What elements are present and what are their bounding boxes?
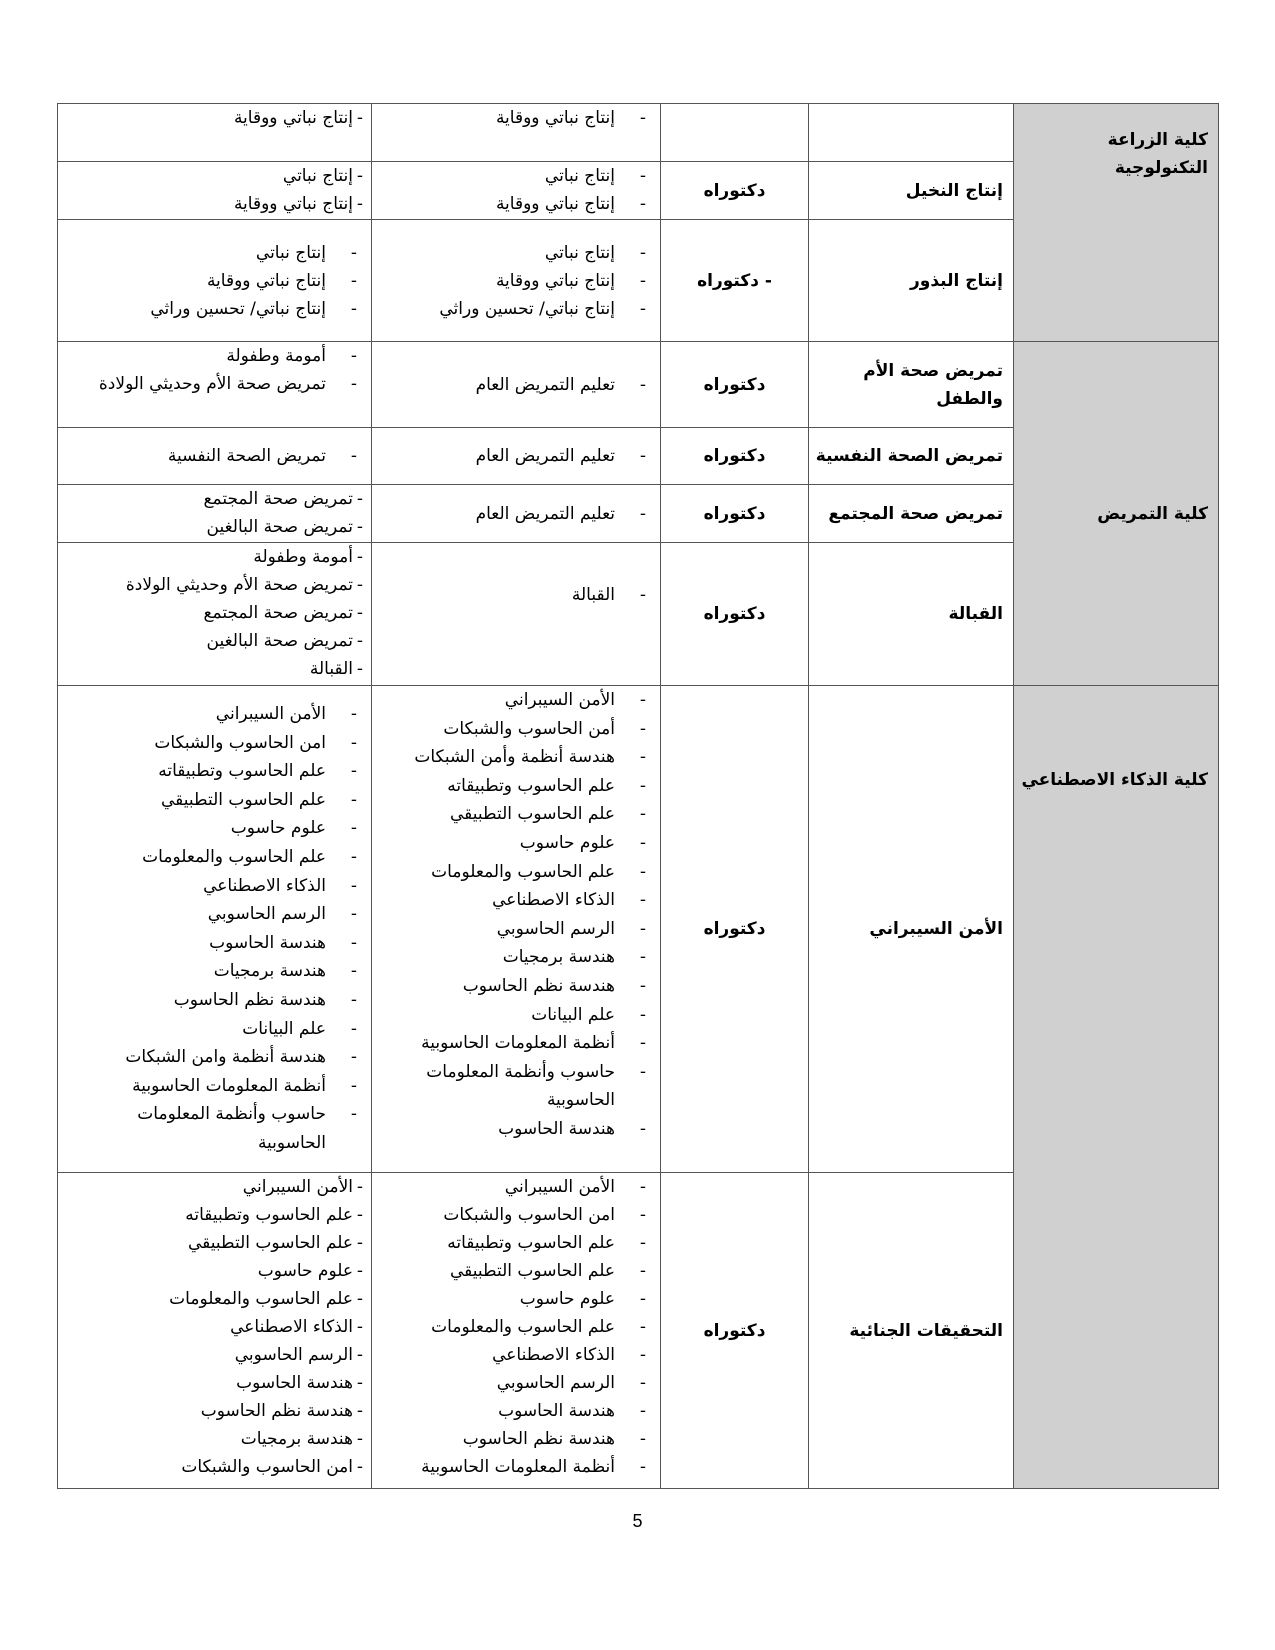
list-item: - تمريض صحة البالغين [58,513,371,541]
list-item: - الرسم الحاسوبي [372,915,660,944]
degree-cell: دكتوراه [661,686,809,1173]
list-item: - إنتاج نباتي [372,162,660,190]
master-specialties-cell [58,428,372,485]
list-item: - علوم حاسوب [58,1257,371,1285]
list-item: - إنتاج نباتي [58,239,371,267]
list-item: - الذكاء الاصطناعي [58,1313,371,1341]
degree-cell: دكتوراه [661,543,809,686]
list-item: - هندسة الحاسوب [58,929,371,958]
list-item: - الذكاء الاصطناعي [372,886,660,915]
list-item: - أمن الحاسوب والشبكات [372,715,660,744]
list-item: - امن الحاسوب والشبكات [58,729,371,758]
bachelor-specialties-cell [372,104,661,162]
master-specialties-cell [58,543,372,686]
degree-cell: دكتوراه [661,162,809,220]
master-specialties-cell [58,220,372,342]
page-number: 5 [632,1511,643,1531]
list-item: - الأمن السيبراني [58,1173,371,1201]
list-item: - علم الحاسوب وتطبيقاته [372,1229,660,1257]
list-item: - علم الحاسوب التطبيقي [58,1229,371,1257]
list-item: - تمريض صحة الأم وحديثي الولادة [58,370,371,398]
major-cell: تمريض صحة المجتمع [809,485,1014,543]
bachelor-specialties-cell [372,1173,661,1489]
list-item: - تعليم التمريض العام [372,371,660,399]
list-item: - تمريض صحة المجتمع [58,485,371,513]
list-item: - الرسم الحاسوبي [372,1369,660,1397]
list-item: - إنتاج نباتي [58,162,371,190]
degree-cell: - دكتوراه [661,220,809,342]
bachelor-specialties-cell [372,686,661,1173]
list-item: - تمريض صحة الأم وحديثي الولادة [58,571,371,599]
list-item: - أمومة وطفولة [58,342,371,370]
list-item: - إنتاج نباتي ووقاية [372,190,660,218]
list-item: - هندسة برمجيات [58,957,371,986]
list-item: - علم الحاسوب وتطبيقاته [58,1201,371,1229]
list-item: - علوم حاسوب [372,1285,660,1313]
list-item: - علم الحاسوب التطبيقي [58,786,371,815]
list-item: - إنتاج نباتي ووقاية [58,190,371,218]
major-cell: الأمن السيبراني [809,686,1014,1173]
degree-cell: دكتوراه [661,342,809,428]
list-item: - علم الحاسوب والمعلومات [372,858,660,887]
table-row [58,104,1219,162]
list-item: - علوم حاسوب [372,829,660,858]
list-item: - هندسة نظم الحاسوب [58,1397,371,1425]
college-cell: كلية الذكاء الاصطناعي [1014,686,1219,1489]
master-specialties-cell [58,1173,372,1489]
master-specialties-cell [58,342,372,428]
major-cell: إنتاج النخيل [809,162,1014,220]
degree-cell: دكتوراه [661,1173,809,1489]
college-cell: كلية الزراعة التكنولوجية [1014,104,1219,342]
list-item: - علم البيانات [372,1001,660,1030]
list-item: - إنتاج نباتي/ تحسين وراثي [372,295,660,323]
master-specialties-cell [58,485,372,543]
list-item: - علم الحاسوب وتطبيقاته [372,772,660,801]
list-item: - الذكاء الاصطناعي [372,1341,660,1369]
list-item: - إنتاج نباتي [372,239,660,267]
bachelor-specialties-cell [372,485,661,543]
list-item: - إنتاج نباتي ووقاية [372,104,660,132]
bachelor-specialties-cell [372,428,661,485]
list-item: - هندسة نظم الحاسوب [372,972,660,1001]
list-item: - الرسم الحاسوبي [58,900,371,929]
list-item: - علم الحاسوب والمعلومات [372,1313,660,1341]
bachelor-specialties-cell [372,220,661,342]
list-item: - علم الحاسوب التطبيقي [372,800,660,829]
major-cell: القبالة [809,543,1014,686]
list-item: - هندسة برمجيات [372,943,660,972]
list-item: - هندسة الحاسوب [372,1397,660,1425]
list-item: - تعليم التمريض العام [372,500,660,528]
list-item: - هندسة الحاسوب [372,1115,660,1144]
bachelor-specialties-cell [372,342,661,428]
list-item: - حاسوب وأنظمة المعلومات الحاسوبية [58,1100,371,1157]
list-item: - هندسة نظم الحاسوب [58,986,371,1015]
bachelor-specialties-cell [372,543,661,686]
major-cell [809,104,1014,162]
list-item: - تمريض صحة البالغين [58,627,371,655]
list-item: - علم الحاسوب والمعلومات [58,843,371,872]
major-cell: تمريض الصحة النفسية [809,428,1014,485]
list-item: - أمومة وطفولة [58,543,371,571]
list-item: - هندسة نظم الحاسوب [372,1425,660,1453]
list-item: - علم الحاسوب والمعلومات [58,1285,371,1313]
master-specialties-cell [58,104,372,162]
master-specialties-cell [58,162,372,220]
list-item: - تمريض صحة المجتمع [58,599,371,627]
table-row [58,686,1219,1173]
major-cell: التحقيقات الجنائية [809,1173,1014,1489]
list-item: - علم الحاسوب التطبيقي [372,1257,660,1285]
college-cell: كلية التمريض [1014,342,1219,686]
list-item: - القبالة [372,581,660,609]
master-specialties-cell [58,686,372,1173]
list-item: - الأمن السيبراني [372,686,660,715]
list-item: - القبالة [58,655,371,683]
list-item: - الذكاء الاصطناعي [58,872,371,901]
list-item: - تعليم التمريض العام [372,442,660,470]
list-item: - أنظمة المعلومات الحاسوبية [58,1072,371,1101]
degree-cell [661,104,809,162]
list-item: - الأمن السيبراني [372,1173,660,1201]
major-cell: تمريض صحة الأم والطفل [809,342,1014,428]
list-item: - أنظمة المعلومات الحاسوبية [372,1453,660,1481]
list-item: - إنتاج نباتي/ تحسين وراثي [58,295,371,323]
list-item: - امن الحاسوب والشبكات [58,1453,371,1481]
list-item: - علوم حاسوب [58,814,371,843]
list-item: - إنتاج نباتي ووقاية [58,104,371,132]
list-item: - هندسة أنظمة وامن الشبكات [58,1043,371,1072]
list-item: - علم الحاسوب وتطبيقاته [58,757,371,786]
programs-table [57,103,1219,1489]
list-item: - الرسم الحاسوبي [58,1341,371,1369]
degree-cell: دكتوراه [661,428,809,485]
list-item: - تمريض الصحة النفسية [58,442,371,470]
bachelor-specialties-cell [372,162,661,220]
list-item: - إنتاج نباتي ووقاية [58,267,371,295]
list-item: - حاسوب وأنظمة المعلومات الحاسوبية [372,1058,660,1115]
list-item: - إنتاج نباتي ووقاية [372,267,660,295]
list-item: - هندسة أنظمة وأمن الشبكات [372,743,660,772]
list-item: - أنظمة المعلومات الحاسوبية [372,1029,660,1058]
list-item: - الأمن السيبراني [58,700,371,729]
list-item: - هندسة الحاسوب [58,1369,371,1397]
major-cell: إنتاج البذور [809,220,1014,342]
list-item: - هندسة برمجيات [58,1425,371,1453]
degree-cell: دكتوراه [661,485,809,543]
list-item: - امن الحاسوب والشبكات [372,1201,660,1229]
table-row [58,342,1219,428]
list-item: - علم البيانات [58,1015,371,1044]
